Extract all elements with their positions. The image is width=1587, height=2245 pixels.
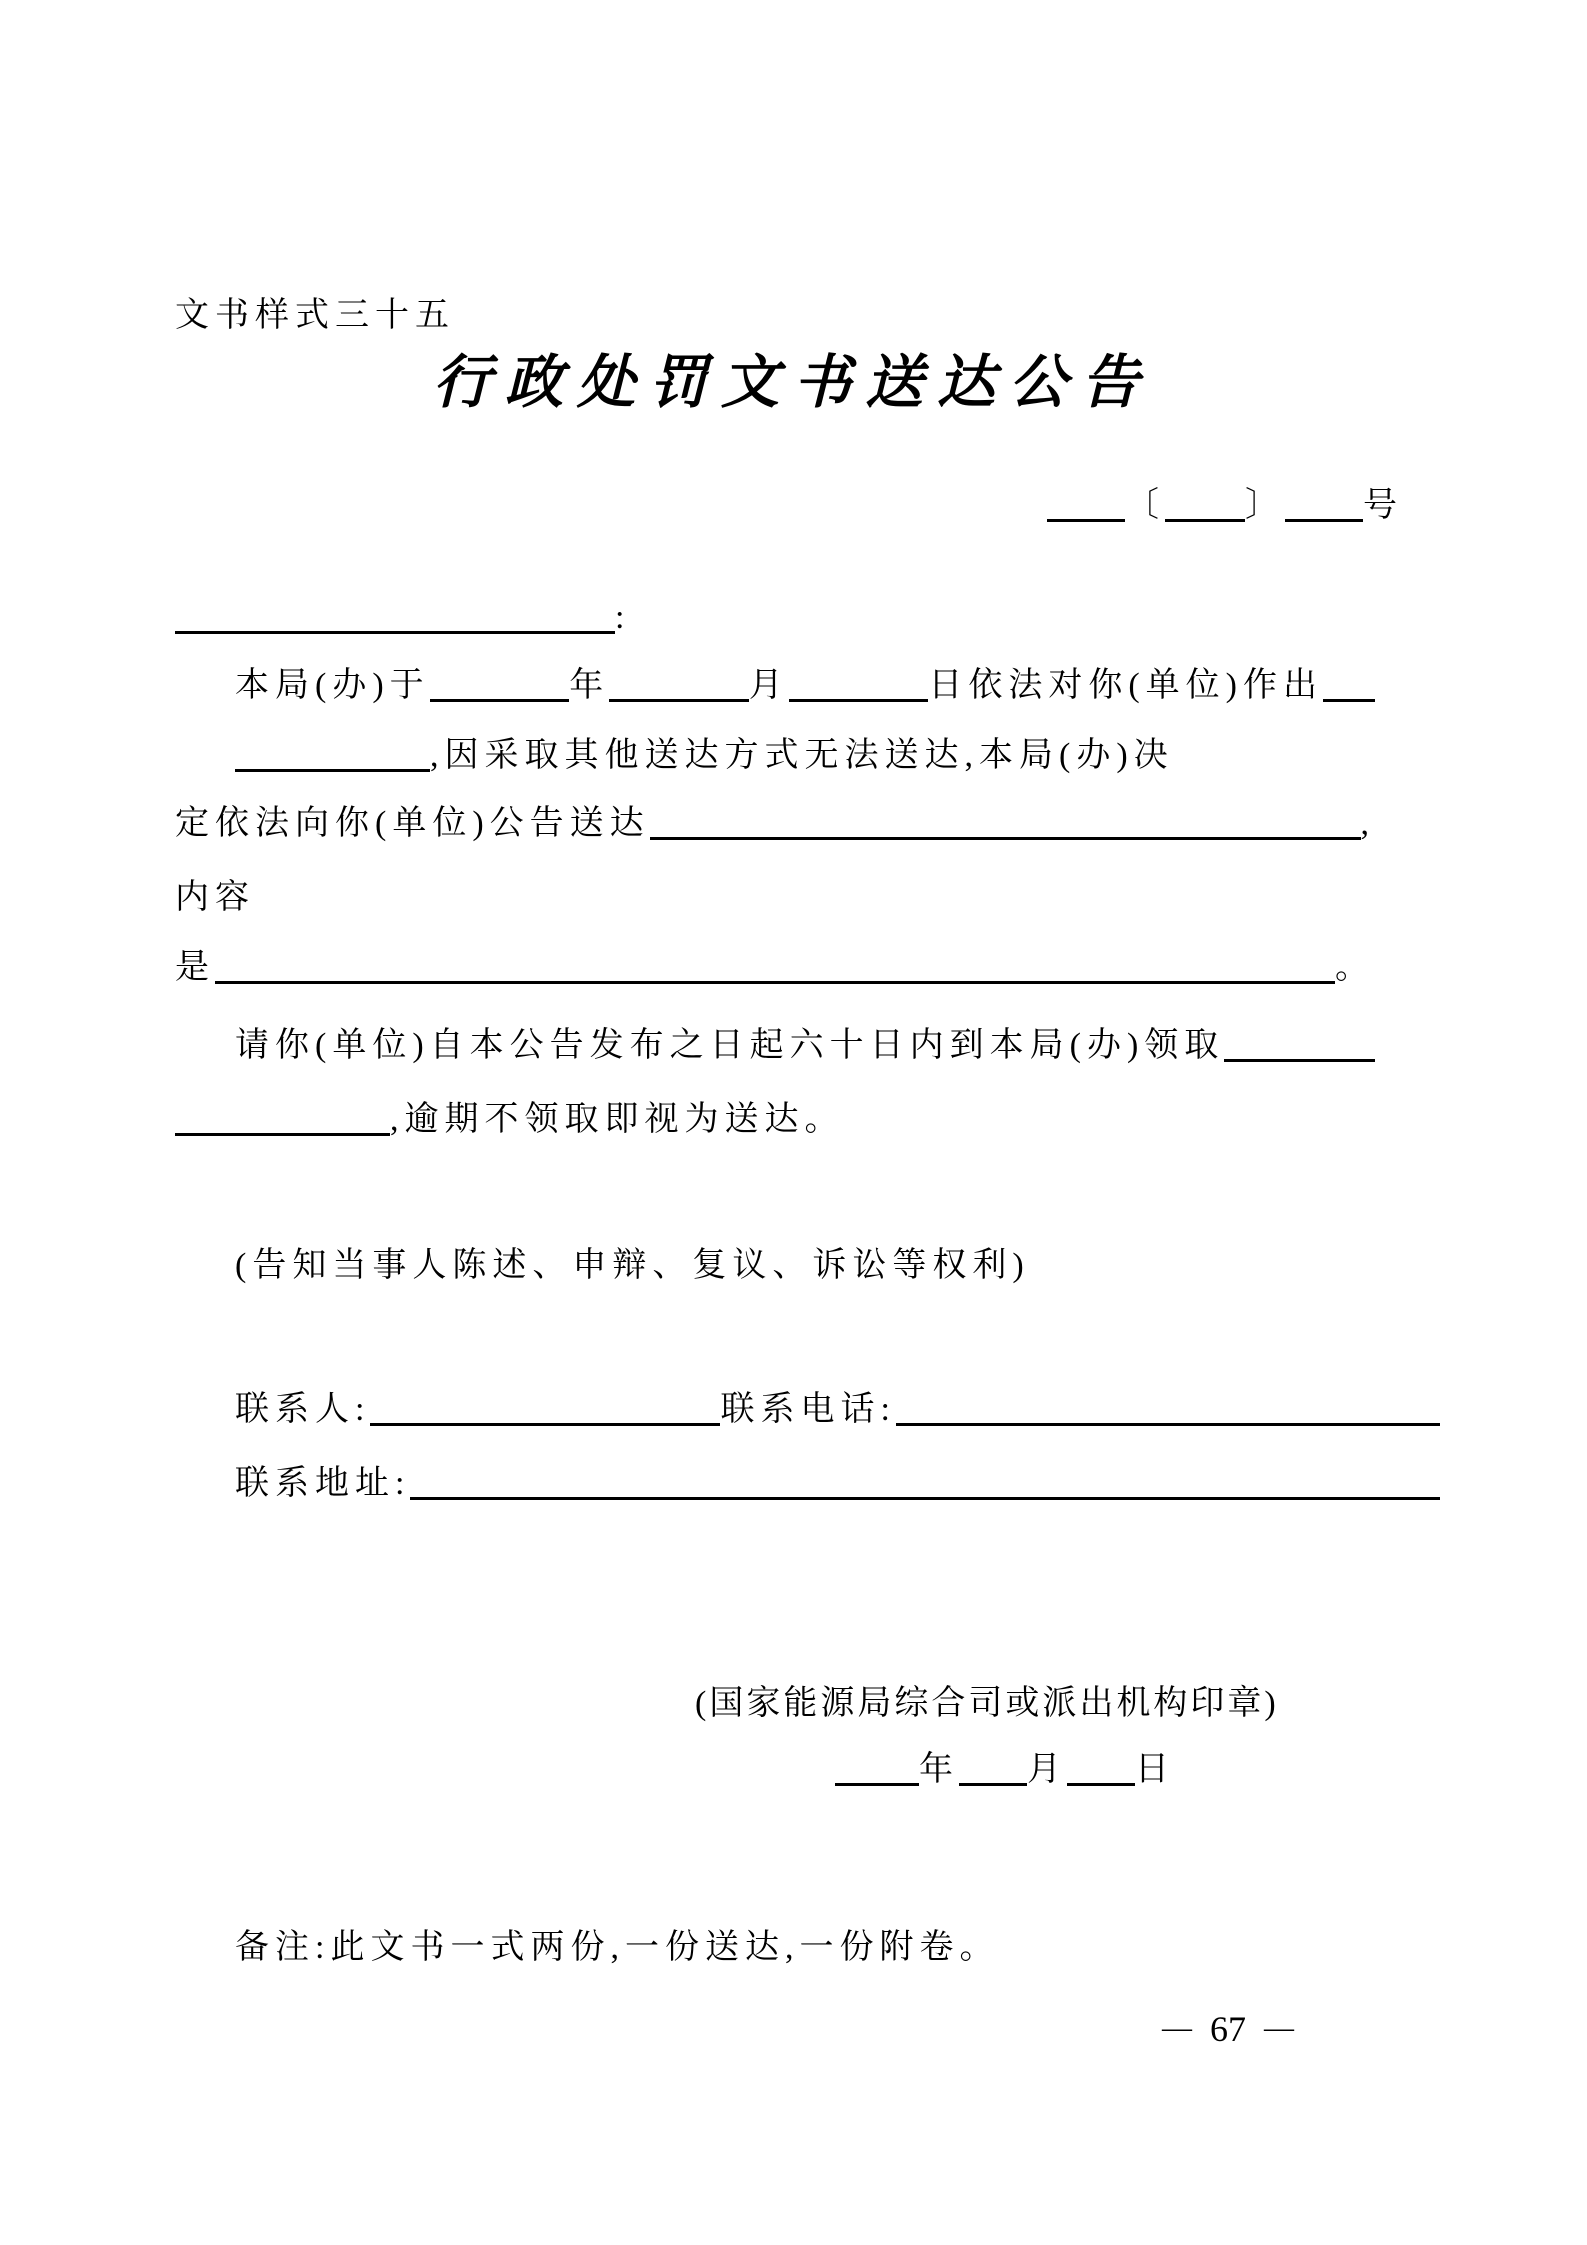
contact-row-1 <box>175 1390 1440 1431</box>
signature-day-blank <box>1067 1783 1135 1786</box>
p1-announce-text: 定依法向你(单位)公告送达 <box>175 805 650 842</box>
contact-person-label: 联系人: <box>235 1391 371 1428</box>
doc-number-blank-serial <box>1285 519 1363 522</box>
contact-phone-label: 联系电话: <box>720 1391 896 1428</box>
content-blank <box>215 981 1335 984</box>
rights-note-row <box>175 1246 1375 1287</box>
year-label: 年 <box>569 667 610 704</box>
paragraph2-line2 <box>175 1100 1375 1141</box>
document-title: 行政处罚文书送达公告 <box>432 350 1153 415</box>
p1-period: 。 <box>1335 949 1375 986</box>
rights-note: (告知当事人陈述、申辩、复议、诉讼等权利) <box>235 1247 1030 1284</box>
doc-number-row <box>1047 486 1403 527</box>
served-document-blank <box>650 837 1361 840</box>
paragraph1-line4 <box>175 878 1375 919</box>
contact-person-blank <box>370 1423 720 1426</box>
decision-name-blank-end <box>235 769 430 772</box>
paragraph1-line5 <box>175 948 1375 989</box>
p1-is-text: 是 <box>175 949 215 986</box>
contact-row-2 <box>175 1464 1440 1505</box>
p1-decision-text: 日依法对你(单位)作出 <box>928 667 1323 704</box>
doc-number-suffix: 号 <box>1363 487 1403 524</box>
decision-name-blank-start <box>1323 699 1375 702</box>
format-label-row <box>175 296 1375 337</box>
collect-document-blank-end <box>175 1133 390 1136</box>
month-label: 月 <box>748 667 789 704</box>
addressee-row <box>175 598 1375 639</box>
page-number-dash-left: — <box>1162 2011 1192 2044</box>
format-label: 文书样式三十五 <box>175 297 455 334</box>
page-number-dash-right: — <box>1264 2011 1294 2044</box>
remark-row <box>175 1928 1375 1969</box>
p1-office-date-text: 本局(办)于 <box>235 667 430 704</box>
collect-document-blank-start <box>1224 1059 1375 1062</box>
signature-year-blank <box>835 1783 919 1786</box>
doc-number-open-bracket: 〔 <box>1125 487 1165 524</box>
p1-content-text: 内容 <box>175 879 255 916</box>
paragraph1-line2 <box>175 736 1375 777</box>
doc-number-close-bracket: 〕 <box>1245 487 1285 524</box>
doc-number-blank-issuer <box>1047 519 1125 522</box>
signature-month-blank <box>959 1783 1027 1786</box>
paragraph2-line1 <box>175 1026 1375 1067</box>
day-blank <box>789 699 929 702</box>
signature-day-label: 日 <box>1135 1751 1175 1788</box>
p2-collect-text: 请你(单位)自本公告发布之日起六十日内到本局(办)领取 <box>235 1027 1225 1064</box>
contact-address-blank <box>410 1497 1440 1500</box>
page-number: 67 <box>1210 2009 1246 2049</box>
doc-number-blank-year <box>1165 519 1245 522</box>
year-blank <box>430 699 570 702</box>
p1-unable-text: ,因采取其他送达方式无法送达,本局(办)决 <box>430 737 1174 774</box>
seal-note: (国家能源局综合司或派出机构印章) <box>695 1685 1279 1722</box>
p2-overdue-text: ,逾期不领取即视为送达。 <box>390 1101 845 1138</box>
page-number-row <box>1162 2008 1294 2050</box>
contact-phone-blank <box>896 1423 1440 1426</box>
signature-year-label: 年 <box>919 1751 959 1788</box>
remark-text: 备注:此文书一式两份,一份送达,一份附卷。 <box>235 1929 1000 1966</box>
seal-note-row <box>695 1684 1279 1725</box>
document-body <box>175 0 1403 2245</box>
paragraph1-line3 <box>175 804 1375 845</box>
signature-month-label: 月 <box>1027 1751 1067 1788</box>
document-title-row <box>193 348 1393 418</box>
addressee-name-blank <box>175 631 615 634</box>
paragraph1-line1 <box>175 666 1375 707</box>
addressee-colon: : <box>615 599 631 636</box>
month-blank <box>609 699 749 702</box>
p1-comma: , <box>1360 805 1375 842</box>
contact-address-label: 联系地址: <box>235 1465 411 1502</box>
signature-date-row <box>835 1750 1175 1791</box>
